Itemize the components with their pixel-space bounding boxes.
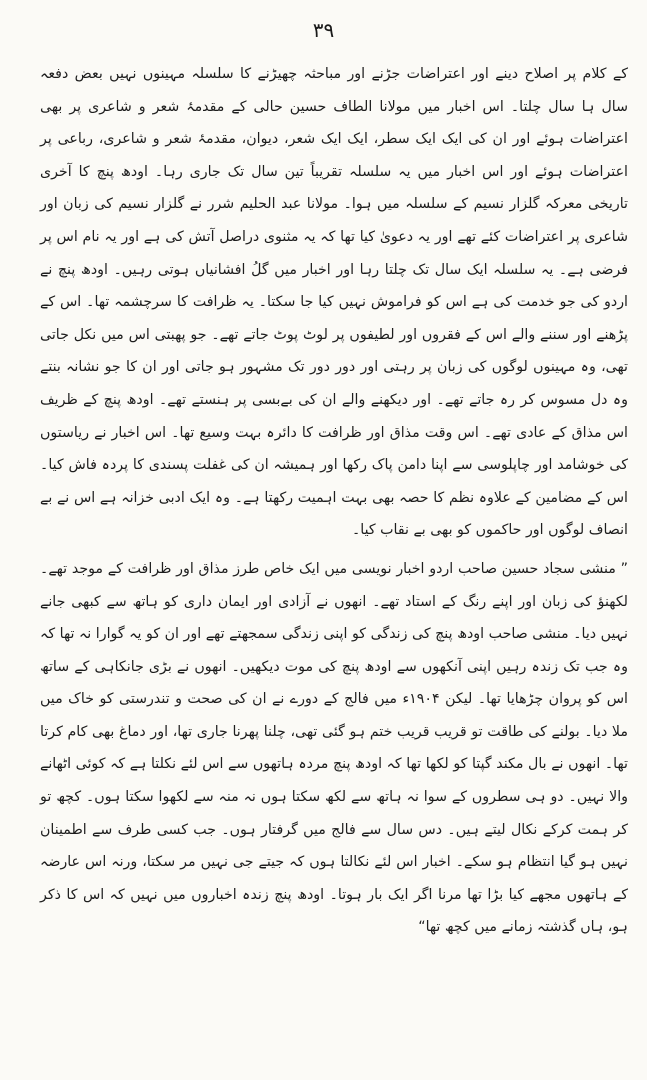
page-body: [40, 58, 628, 944]
paragraph-main: کے کلام پر اصلاح دینے اور اعتراضات جڑنے اور مباحثہ چھیڑنے کا سلسلہ مہینوں نہیں بعض دفعہ سال ہا سال چلتا۔ اس اخبار میں مولانا الطاف حسین حالی کے مقدمۂ شعر و شاعری پر بھی اعتراضات ہوئے اور ان کی ایک ایک سطر، ایک ایک شعر، دیوان، مقدمۂ شعر و شاعری، رباعی پر اعتراضات ہوئے اور اس اخبار میں یہ سلسلہ تقریباً تین سال تک جاری رہا۔ اودھ پنچ کا آخری تاریخی معرکہ گلزار نسیم کے سلسلہ میں ہوا۔ مولانا عبد الحلیم شرر نے گلزار نسیم کی زبان اور شاعری پر اعتراضات کئے تھے اور یہ دعویٰ کیا تھا کہ یہ مثنوی دراصل آتش کی ہے اور یہ نام اس پر فرضی ہے۔ یہ سلسلہ ایک سال تک چلتا رہا اور اخبار میں گلُ افشانیاں ہوتی رہیں۔ اودھ پنچ نے اردو کی جو خدمت کی ہے اس کو فراموش نہیں کیا جا سکتا۔ یہ ظرافت کا سرچشمہ تھا۔ اس کے پڑھنے اور سننے والے اس کے فقروں اور لطیفوں پر لوٹ پوٹ جاتے تھے۔ جو پھبتی اس میں نکل جاتی تھی، وہ مہینوں لوگوں کی زبان پر رہتی اور دور دور تک مشہور ہو جاتی اور ان کا جو نشانہ بنتے وہ دل مسوس کر رہ جاتے تھے۔ اور دیکھنے والے ان کی بےبسی پر ہنستے تھے۔ اودھ پنچ کے ظریف اس مذاق کے عادی تھے۔ اس وقت مذاق اور ظرافت کا دائرہ بہت وسیع تھا۔ اس اخبار نے ریاستوں کی خوشامد اور چاپلوسی سے اپنا دامن پاک رکھا اور ہمیشہ ان کی غفلت پسندی کا پردہ فاش کیا۔ اس کے مضامین کے علاوہ نظم کا حصہ بھی بہت اہمیت رکھتا ہے۔ وہ ایک ادبی خزانہ ہے اس نے بے انصاف لوگوں اور حاکموں کو بھی بے نقاب کیا۔: [40, 66, 628, 539]
page-number: ۳۹: [312, 18, 335, 42]
paragraph-quote: ” منشی سجاد حسین صاحب اردو اخبار نویسی میں ایک خاص طرز مذاق اور ظرافت کے موجد تھے۔ لکھنؤ کی زبان اور اپنے رنگ کے استاد تھے۔ انھوں نے آزادی اور ایمان داری کو ہاتھ سے کبھی جانے نہیں دیا۔ منشی صاحب اودھ پنچ کی زندگی کو اپنی زندگی سمجھتے تھے اور ان کو یہ گوارا نہ تھا کہ وہ جب تک زندہ رہیں اپنی آنکھوں سے اودھ پنچ کی موت دیکھیں۔ انھوں نے بڑی جانکاہی کے ساتھ اس کو پروان چڑھایا تھا۔ لیکن ۱۹۰۴ء میں فالج کے دورے نے ان کی صحت و تندرستی کو خاک میں ملا دیا۔ بولنے کی طاقت تو قریب قریب ختم ہو گئی تھی، چلنا پھرنا جاری تھا، اور دماغ بھی کام کرتا تھا۔ انھوں نے بال مکند گپتا کو لکھا تھا کہ اودھ پنچ مردہ ہاتھوں سے اس لئے نکلتا ہے کہ کوئی اٹھانے والا نہیں۔ دو ہی سطروں کے سوا نہ ہاتھ سے لکھ سکتا ہوں نہ منہ سے لکھوا سکتا ہوں۔ کچھ تو کر ہمت کرکے نکال لیتے ہیں۔ دس سال سے فالج میں گرفتار ہوں۔ جب کسی طرف سے اطمینان نہیں ہو گیا انتظام ہو سکے۔ اخبار اس لئے نکالتا ہوں کہ جیتے جی نہیں مر سکتا، ورنہ اس عارضہ کے ہاتھوں مجھے کیا بڑا تھا مرنا اگر ایک بار ہوتا۔ اودھ پنچ زندہ اخباروں میں نہیں کہ اس کا ذکر ہو، ہاں گذشتہ زمانے میں کچھ تھا“: [40, 560, 629, 936]
